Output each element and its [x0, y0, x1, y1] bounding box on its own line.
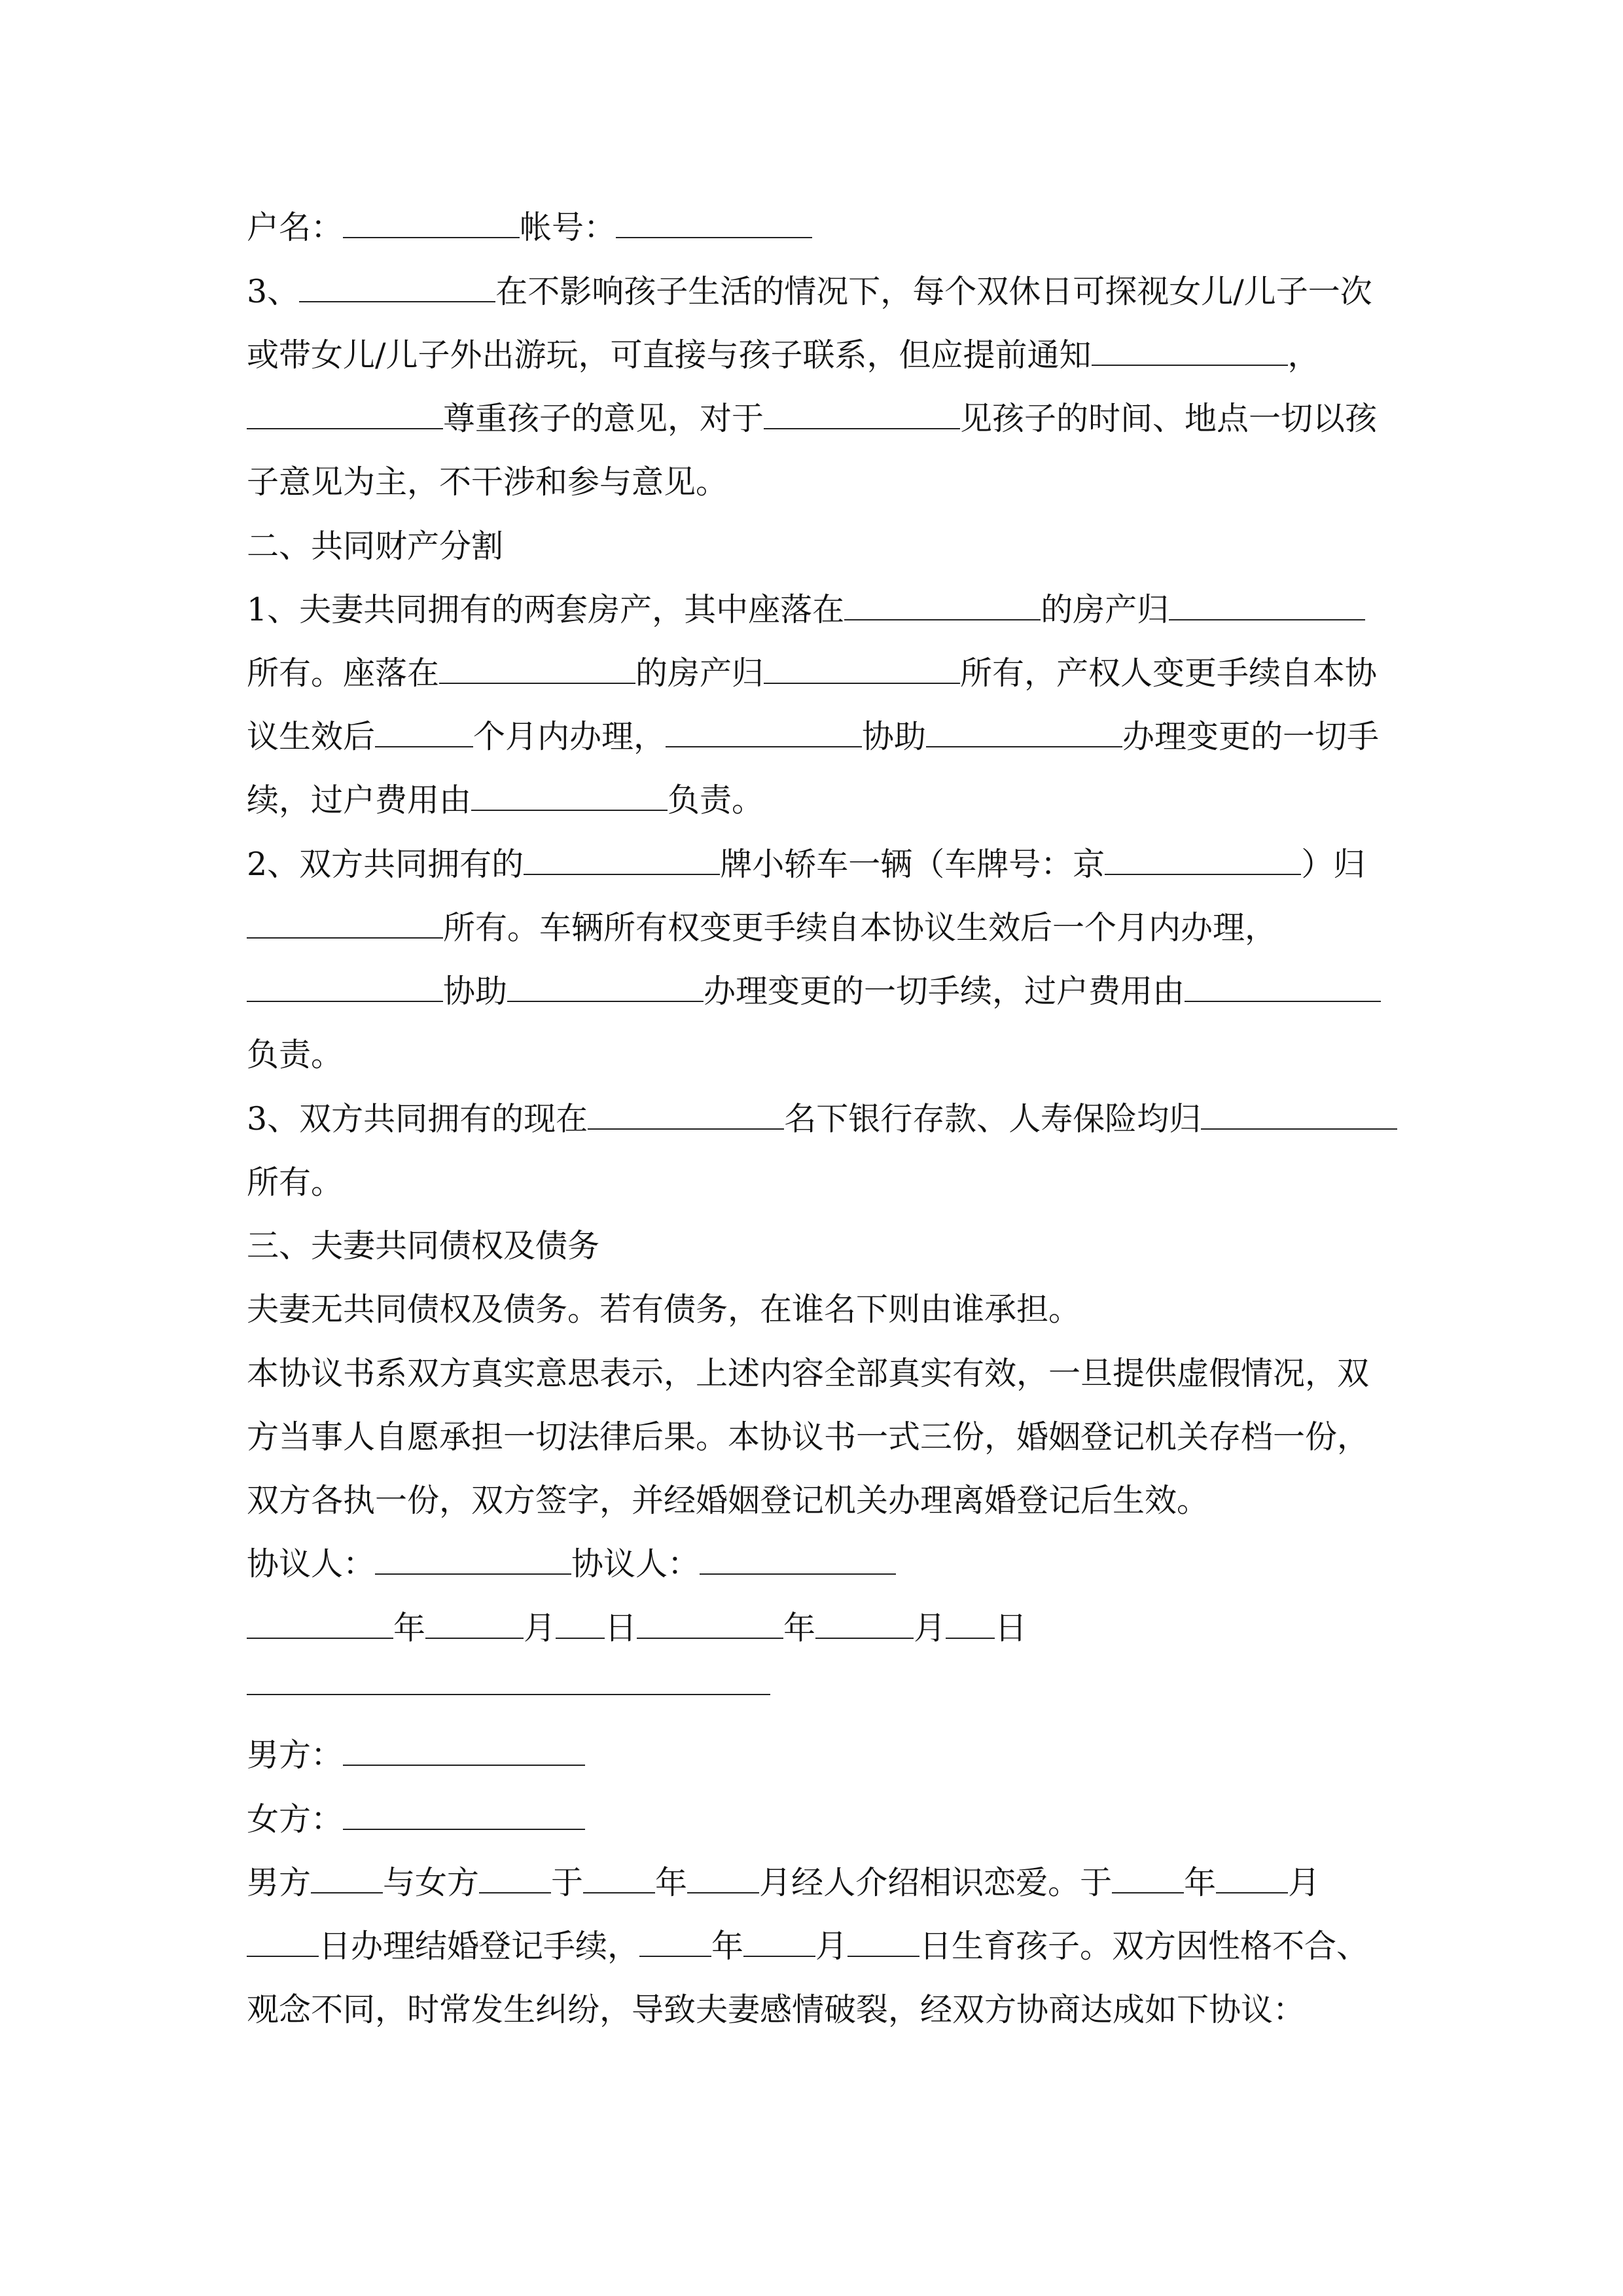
signatory-label: 协议人：: [571, 1545, 700, 1583]
blank: [844, 593, 1041, 620]
paragraph-text: 续，过户费用由: [247, 781, 472, 819]
husband-label: 男方：: [247, 1736, 344, 1774]
blank: [471, 783, 668, 811]
blank: [639, 1929, 711, 1957]
blank: [311, 1866, 383, 1893]
paragraph-text: 年: [711, 1928, 744, 1965]
paragraph-text: 个月内办理，: [473, 718, 666, 755]
debts-line: [247, 1290, 1080, 1329]
paragraph-text: 男方: [247, 1864, 312, 1901]
paragraph-text: 日办理结婚登记手续，: [319, 1928, 640, 1965]
paragraph-text: 于: [551, 1864, 584, 1901]
blank: [247, 1929, 319, 1957]
paragraph-text: 在不影响孩子生活的情况下，每个双休日可探视女儿/儿子一次: [495, 273, 1372, 310]
effect-line-2: [247, 1418, 1369, 1457]
blank: [299, 275, 495, 302]
blank: [343, 1803, 585, 1830]
section-heading: 二、共同财产分割: [247, 528, 504, 565]
paragraph-text: ，: [1287, 336, 1320, 374]
blank: [687, 1866, 759, 1893]
property-line-1: [247, 590, 1365, 630]
blank: [1105, 848, 1301, 875]
blank: [247, 402, 443, 429]
blank: [524, 848, 720, 875]
paragraph-text: 月经人介绍相识恋爱。于: [759, 1864, 1113, 1901]
visitation-line-4: [247, 463, 728, 502]
paragraph-text: 协助: [862, 718, 927, 755]
paragraph-text: 协助: [443, 973, 508, 1010]
vehicle-line-3: [247, 972, 1381, 1011]
paragraph-text: 月: [815, 1928, 848, 1965]
paragraph-text: 所有。: [247, 1164, 344, 1201]
blank: [343, 1738, 585, 1766]
marriage-line-1: [247, 1863, 1320, 1903]
blank: [764, 656, 960, 684]
account-name-blank: [343, 211, 520, 238]
paragraph-text: 所有。座落在: [247, 655, 440, 692]
section-heading: 三、夫妻共同债权及债务: [247, 1227, 600, 1265]
blank: [926, 720, 1122, 747]
blank: [247, 911, 443, 939]
paragraph-text: 日生育孩子。双方因性格不合、: [919, 1928, 1369, 1965]
blank: [946, 1611, 995, 1639]
account-number-blank: [616, 211, 812, 238]
paragraph-text: 负责。: [247, 1036, 344, 1073]
blank: [247, 1611, 393, 1639]
account-line: [247, 208, 812, 247]
blank: [847, 1929, 919, 1957]
husband-line: [247, 1736, 585, 1775]
account-name-label: 户名：: [247, 209, 344, 246]
paragraph-text: 双方各执一份，双方签字，并经婚姻登记机关办理离婚登记后生效。: [247, 1482, 1209, 1519]
paragraph-text: 负责。: [668, 781, 764, 819]
paragraph-text: 名下银行存款、人寿保险均归: [784, 1100, 1202, 1138]
separator-rule: [247, 1694, 770, 1695]
account-number-label: 帐号：: [520, 209, 616, 246]
vehicle-line-4: [247, 1035, 343, 1075]
blank: [583, 1866, 655, 1893]
paragraph-text: 子意见为主，不干涉和参与意见。: [247, 463, 728, 501]
visitation-line-2: [247, 336, 1320, 375]
blank: [247, 975, 443, 1002]
blank: [1112, 1866, 1184, 1893]
date-day-label: 日: [605, 1609, 637, 1647]
blank: [425, 1611, 524, 1639]
date-month-label: 月: [914, 1609, 946, 1647]
wife-line: [247, 1800, 585, 1839]
paragraph-text: 年: [655, 1864, 688, 1901]
paragraph-text: 所有，产权人变更手续自本协: [960, 655, 1378, 692]
visitation-line-3: [247, 399, 1377, 439]
blank: [743, 1929, 815, 1957]
signatory-blank: [700, 1547, 896, 1575]
blank: [637, 1611, 783, 1639]
date-year-label: 年: [393, 1609, 426, 1647]
signatory-label: 协议人：: [247, 1545, 376, 1583]
paragraph-text: 2、双方共同拥有的: [247, 846, 524, 883]
paragraph-text: 办理变更的一切手: [1122, 718, 1380, 755]
paragraph-text: 尊重孩子的意见，对于: [443, 400, 764, 437]
paragraph-text: 观念不同，时常发生纠纷，导致夫妻感情破裂，经双方协商达成如下协议：: [247, 1991, 1306, 2028]
deposit-line-1: [247, 1100, 1397, 1139]
clause-number: 3、: [247, 273, 300, 310]
marriage-line-3: [247, 1990, 1305, 2030]
blank: [1201, 1102, 1397, 1130]
effect-line-3: [247, 1481, 1209, 1520]
blank: [1216, 1866, 1288, 1893]
section-heading-property: [247, 527, 503, 566]
blank: [507, 975, 704, 1002]
date-day-label: 日: [995, 1609, 1027, 1647]
marriage-line-2: [247, 1927, 1368, 1966]
blank: [1169, 593, 1365, 620]
blank: [588, 1102, 784, 1130]
deposit-line-2: [247, 1163, 343, 1202]
paragraph-text: 1、夫妻共同拥有的两套房产，其中座落在: [247, 591, 845, 628]
paragraph-text: 方当事人自愿承担一切法律后果。本协议书一式三份，婚姻登记机关存档一份，: [247, 1418, 1370, 1456]
paragraph-text: 的房产归: [635, 655, 764, 692]
paragraph-text: 年: [1184, 1864, 1217, 1901]
paragraph-text: 与女方: [383, 1864, 480, 1901]
paragraph-text: 所有。车辆所有权变更手续自本协议生效后一个月内办理，: [443, 909, 1277, 946]
paragraph-text: 议生效后: [247, 718, 376, 755]
paragraph-text: ）归: [1301, 846, 1366, 883]
visitation-line-1: [247, 272, 1372, 312]
paragraph-text: 见孩子的时间、地点一切以孩: [960, 400, 1378, 437]
date-month-label: 月: [524, 1609, 556, 1647]
date-year-label: 年: [783, 1609, 816, 1647]
paragraph-text: 夫妻无共同债权及债务。若有债务，在谁名下则由谁承担。: [247, 1291, 1081, 1328]
paragraph-text: 办理变更的一切手续，过户费用由: [704, 973, 1185, 1010]
paragraph-text: 或带女儿/儿子外出游玩，可直接与孩子联系，但应提前通知: [247, 336, 1092, 374]
date-line: [247, 1609, 1027, 1648]
blank: [439, 656, 635, 684]
vehicle-line-2: [247, 908, 1277, 948]
signatory-blank: [375, 1547, 571, 1575]
property-line-2: [247, 654, 1377, 693]
property-line-4: [247, 781, 764, 820]
paragraph-text: 月: [1288, 1864, 1321, 1901]
blank: [1185, 975, 1381, 1002]
paragraph-text: 3、双方共同拥有的现在: [247, 1100, 588, 1138]
blank: [556, 1611, 605, 1639]
paragraph-text: 本协议书系双方真实意思表示，上述内容全部真实有效，一旦提供虚假情况，双: [247, 1355, 1370, 1392]
blank: [479, 1866, 551, 1893]
blank: [375, 720, 473, 747]
paragraph-text: 牌小轿车一辆（车牌号：京: [720, 846, 1105, 883]
wife-label: 女方：: [247, 1801, 344, 1838]
section-heading-debts: [247, 1227, 599, 1266]
blank: [815, 1611, 914, 1639]
signatories-line: [247, 1545, 896, 1584]
property-line-3: [247, 717, 1379, 757]
vehicle-line-1: [247, 845, 1365, 884]
effect-line-1: [247, 1354, 1369, 1393]
blank: [666, 720, 862, 747]
blank: [764, 402, 960, 429]
blank: [1092, 338, 1288, 366]
paragraph-text: 的房产归: [1041, 591, 1169, 628]
